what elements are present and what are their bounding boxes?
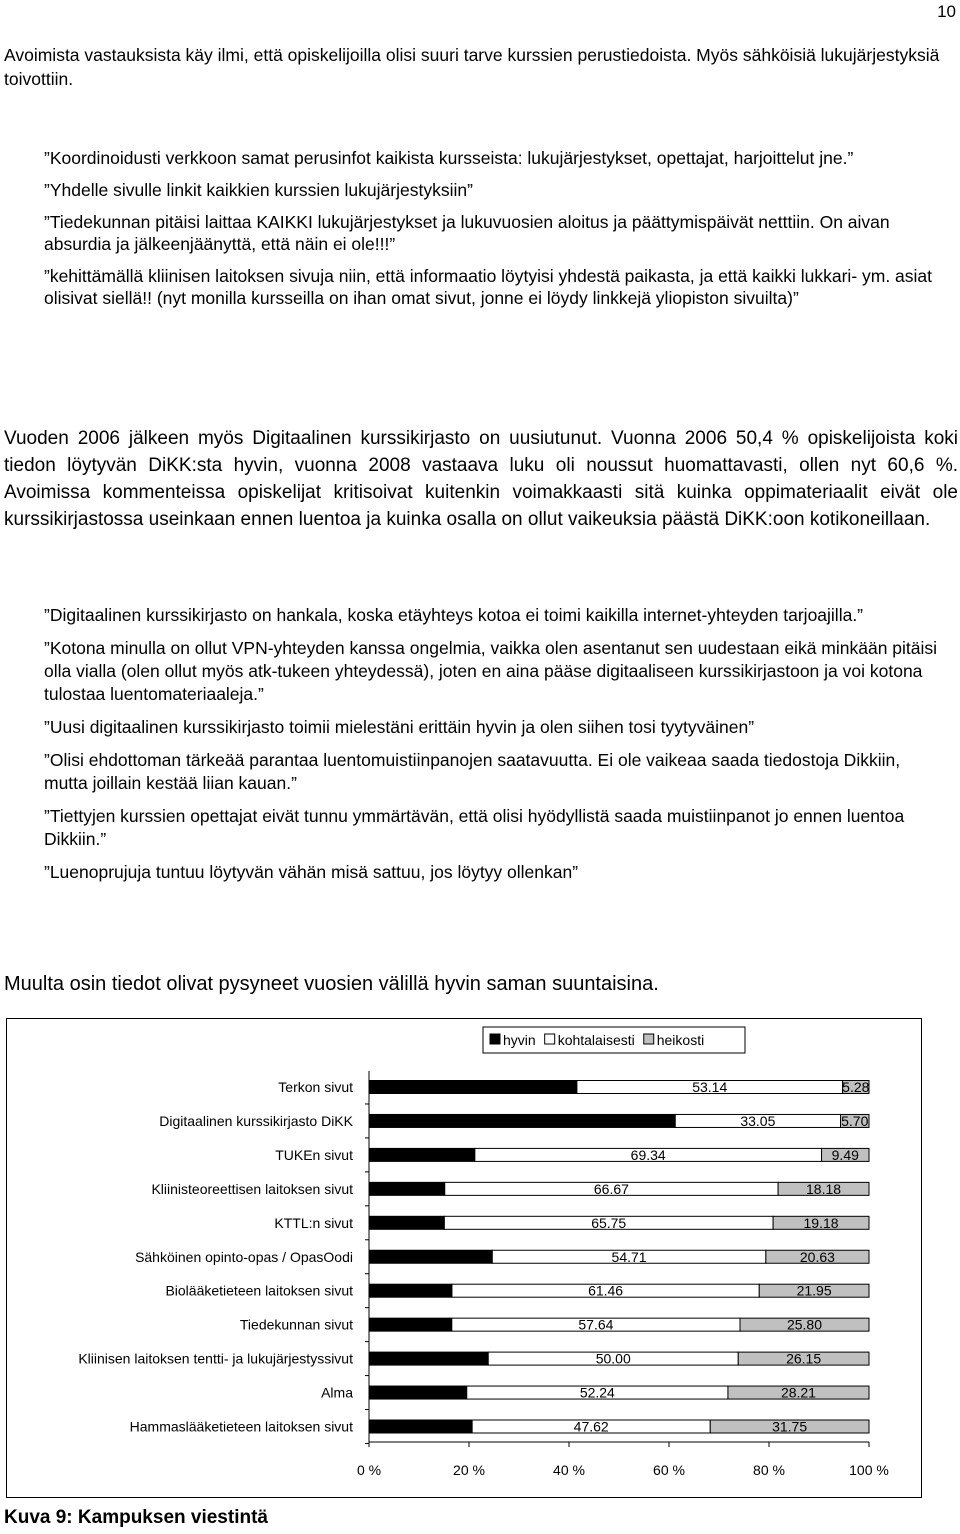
data-label: 28.21 — [780, 1384, 816, 1401]
legend-label: heikosti — [656, 1032, 705, 1048]
data-label: 21.17 — [404, 1146, 440, 1163]
category-label: Alma — [321, 1384, 353, 1401]
category-label: Sähköinen opinto-opas / OpasOodi — [135, 1248, 353, 1265]
x-tick-label: 80 % — [753, 1462, 785, 1478]
x-tick-label: 100 % — [849, 1462, 889, 1478]
data-label: 19.18 — [803, 1214, 839, 1231]
data-label: 15.15 — [389, 1180, 425, 1197]
category-label: Biolääketieteen laitoksen sivut — [165, 1282, 353, 1299]
category-label: Terkon sivut — [278, 1079, 353, 1095]
chart-frame — [6, 1018, 922, 1498]
data-label: 69.34 — [630, 1146, 666, 1163]
data-label: 16.59 — [392, 1282, 428, 1299]
quote: ”Digitaalinen kurssikirjasto on hankala, koska etäyhteys kotoa ei toimi kaikilla internet-yhteyden tarjoajilla.” — [44, 605, 864, 625]
quotes-group-2 — [44, 604, 940, 894]
data-label: 25.80 — [786, 1316, 823, 1333]
quote: ”Koordinoidusti verkkoon samat perusinfot kaikista kursseista: lukujärjestykset, opettajat, harjoittelut jne.” — [44, 148, 854, 168]
data-label: 47.62 — [573, 1418, 609, 1435]
legend-label: kohtalaisesti — [557, 1032, 635, 1048]
page-number: 10 — [937, 2, 956, 21]
category-label: TUKEn sivut — [275, 1146, 353, 1163]
data-label: 9.49 — [831, 1146, 859, 1163]
data-label: 54.71 — [611, 1248, 647, 1265]
data-label: 20.63 — [403, 1418, 439, 1435]
summary-text: Muulta osin tiedot olivat pysyneet vuosien välillä hyvin saman suuntaisina. — [4, 973, 659, 995]
body-paragraph: Vuoden 2006 jälkeen myös Digitaalinen kurssikirjasto on uusiutunut. Vuonna 2006 50,4 % opiskelijoista koki tiedon löytyvän DiKK:sta hyvin, vuonna 2008 vastaava luku oli noussut huomattavasti, ollen nyt 60,6 %. Avoimissa kommenteissa opiskelijat kritisoivat kuitenkin voimakkaasti sitä kuinka oppimateriaalit eivät ole kurssikirjastossa useinkaan ennen luentoa ja kuinka osalla on ollut vaikeuksia päästä DiKK:oon kotikoneillaan. — [4, 428, 958, 530]
legend-swatch-kohtalaisesti — [545, 1034, 555, 1044]
data-label: 20.63 — [799, 1248, 835, 1265]
data-label: 24.66 — [413, 1248, 449, 1265]
data-label: 15.07 — [389, 1214, 425, 1231]
figure-caption: Kuva 9: Kampuksen viestintä — [4, 1507, 268, 1528]
data-label: 5.70 — [841, 1112, 869, 1129]
quote: ”Tiettyjen kurssien opettajat eivät tunnu ymmärtävän, että olisi hyödyllistä saada muistiinpanot jo ennen luentoa Dikkiin.” — [44, 806, 905, 849]
data-label: 66.67 — [593, 1180, 629, 1197]
data-label: 33.05 — [740, 1112, 776, 1129]
data-label: 52.24 — [579, 1384, 615, 1401]
category-label: Kliinisteoreettisen laitoksen sivut — [151, 1180, 353, 1197]
x-tick-label: 60 % — [653, 1462, 685, 1478]
data-label: 61.46 — [588, 1282, 624, 1299]
legend-label: hyvin — [503, 1032, 536, 1048]
data-label: 31.75 — [772, 1418, 808, 1435]
legend-swatch-heikosti — [644, 1034, 654, 1044]
category-label: KTTL:n sivut — [274, 1214, 353, 1231]
data-label: 5.28 — [842, 1079, 870, 1095]
quotes-group-1 — [44, 147, 940, 319]
quote: ”kehittämällä kliinisen laitoksen sivuja niin, että informaatio löytyisi yhdestä paikasta, ja että kaikki lukkari- ym. asiat olisivat siellä!! (nyt monilla kursseilla on ihan omat sivut, jonne ei löydy linkkejä yliopiston sivuilta)” — [44, 266, 933, 308]
category-label: Kliinisen laitoksen tentti- ja lukujärjestyssivut — [78, 1350, 353, 1367]
data-label: 65.75 — [591, 1214, 627, 1231]
data-label: 26.15 — [786, 1350, 822, 1367]
data-label: 19.55 — [400, 1384, 436, 1401]
quote: ”Luenoprujuja tuntuu löytyvän vähän misä sattuu, jos löytyy ollenkan” — [44, 862, 579, 882]
stacked-bar-chart — [7, 1019, 921, 1497]
category-label: Tiedekunnan sivut — [239, 1316, 353, 1333]
data-label: 61.25 — [504, 1112, 540, 1129]
quote: ”Olisi ehdottoman tärkeää parantaa luentomuistiinpanojen saatavuutta. Ei ole vaikeaa saada tiedostoja Dikkiin, mutta joillain kestää liian kauan.” — [44, 750, 901, 793]
data-label: 16.56 — [392, 1316, 428, 1333]
intro-text: Avoimista vastauksista käy ilmi, että opiskelijoilla olisi suuri tarve kurssien perustiedoista. Myös sähköisiä lukujärjestyksiä toivottiin. — [4, 45, 940, 89]
category-label: Digitaalinen kurssikirjasto DiKK — [159, 1112, 353, 1129]
legend-swatch-hyvin — [490, 1034, 500, 1044]
x-tick-label: 0 % — [356, 1462, 382, 1478]
data-label: 50.00 — [595, 1350, 631, 1367]
data-label: 18.18 — [806, 1180, 842, 1197]
data-label: 21.95 — [796, 1282, 832, 1299]
x-tick-label: 40 % — [553, 1462, 585, 1478]
quote: ”Uusi digitaalinen kurssikirjasto toimii mielestäni erittäin hyvin ja olen siihen tosi tyytyväinen” — [44, 717, 755, 737]
data-label: 41.58 — [455, 1079, 491, 1095]
data-label: 57.64 — [578, 1316, 614, 1333]
x-tick-label: 20 % — [453, 1462, 485, 1478]
quote: ”Yhdelle sivulle linkit kaikkien kurssien lukujärjestyksiin” — [44, 180, 473, 200]
data-label: 53.14 — [692, 1079, 728, 1095]
quote: ”Kotona minulla on ollut VPN-yhteyden kanssa ongelmia, vaikka olen asentanut sen uudestaan eikä minkään pitäisi olla vialla (olen ollut myös atk-tukeen yhteydessä), joten en aina pääse digitaaliseen kurssikirjastoon ja voi kotona tulostaa luentomateriaaleja.” — [44, 638, 938, 704]
data-label: 23.85 — [411, 1350, 447, 1367]
category-label: Hammaslääketieteen laitoksen sivut — [129, 1418, 353, 1435]
quote: ”Tiedekunnan pitäisi laittaa KAIKKI lukujärjestykset ja lukuvuosien aloitus ja päättymispäivät netttiin. On aivan absurdia ja jälkeenjäänyttä, että näin ei ole!!!” — [44, 212, 890, 254]
